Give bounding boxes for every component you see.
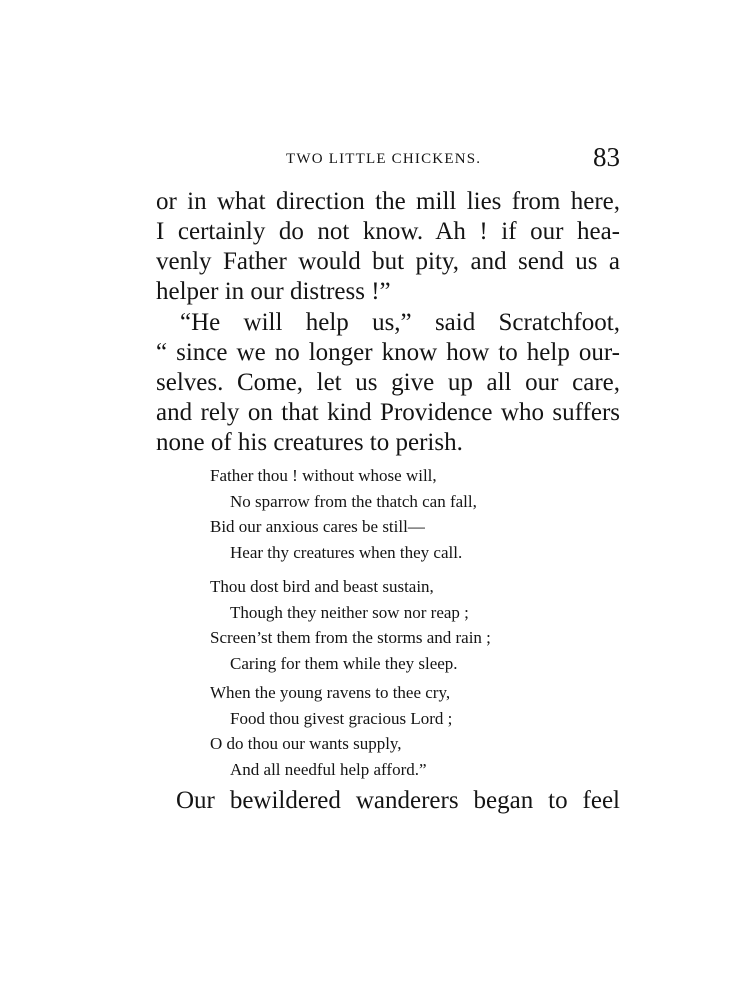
verse-line: Food thou givest gracious Lord ;: [230, 708, 453, 728]
text-line: selves. Come, let us give up all our care,: [156, 369, 620, 396]
text-line: I certainly do not know. Ah ! if our hea-: [156, 218, 620, 245]
text-line: “ since we no longer know how to help our-: [156, 339, 620, 366]
paragraph-2: [156, 308, 620, 458]
text-line: “He will help us,” said Scratchfoot,: [180, 309, 620, 336]
text-line: and rely on that kind Providence who suffers: [156, 399, 620, 426]
verse-line: Bid our anxious cares be still—: [210, 517, 425, 536]
text-line: or in what direction the mill lies from here,: [156, 188, 620, 215]
verse-line: O do thou our wants supply,: [210, 734, 402, 753]
running-head: [154, 142, 620, 174]
verse-line: No sparrow from the thatch can fall,: [230, 491, 477, 511]
paragraph-1: [156, 187, 620, 307]
verse-line: Hear thy creatures when they call.: [230, 542, 463, 562]
verse-line: Screen’st them from the storms and rain ;: [210, 628, 491, 647]
text-line: helper in our distress !”: [156, 278, 391, 305]
text-line: Our bewildered wanderers began to feel: [176, 787, 620, 814]
verse-line: When the young ravens to thee cry,: [210, 683, 451, 702]
running-title: TWO LITTLE CHICKENS.: [286, 151, 482, 167]
verse-line: Father thou ! without whose will,: [210, 466, 437, 485]
verse-line: Though they neither sow nor reap ;: [230, 602, 469, 622]
verse-line: Thou dost bird and beast sustain,: [210, 577, 434, 596]
text-line: venly Father would but pity, and send us a: [156, 248, 620, 275]
verse-line: And all needful help afford.”: [230, 759, 427, 779]
paragraph-3: [156, 786, 620, 816]
text-line: none of his creatures to perish.: [156, 429, 463, 456]
verse-line: Caring for them while they sleep.: [230, 653, 458, 673]
hymn-stanza-1: [210, 463, 590, 565]
page-number: 83: [593, 142, 620, 172]
hymn-stanza-3: [210, 680, 590, 782]
hymn-stanza-2: [210, 574, 590, 676]
